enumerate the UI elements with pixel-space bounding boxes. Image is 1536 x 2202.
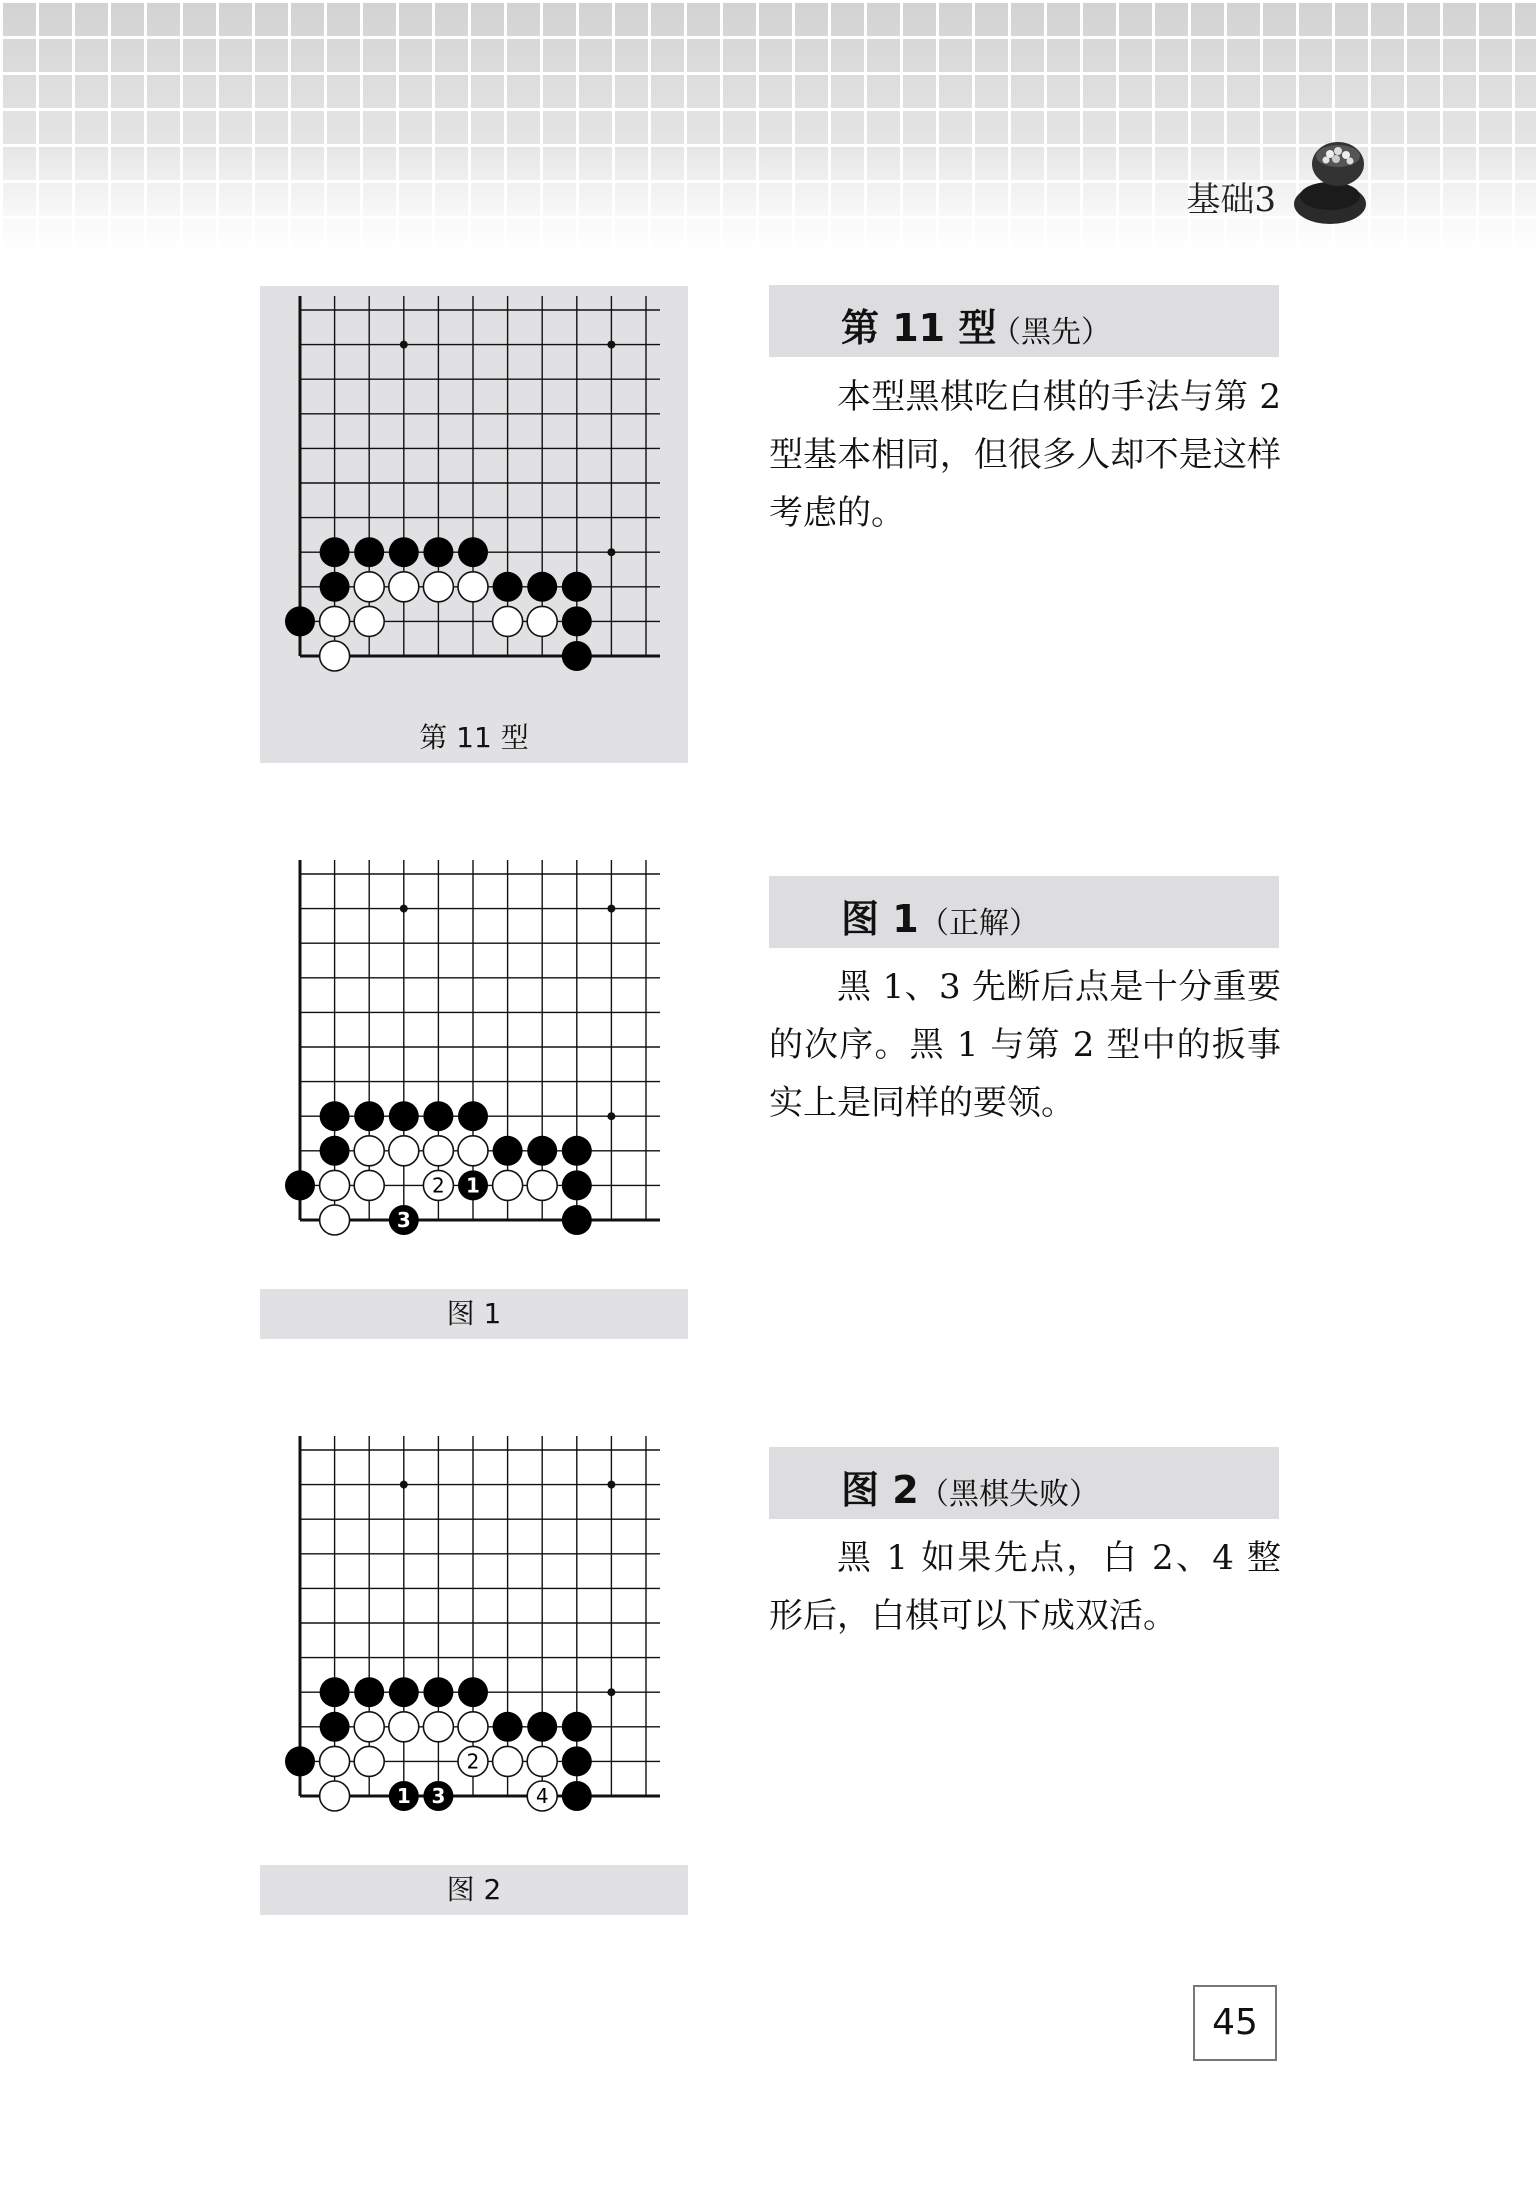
white-stone — [354, 1170, 384, 1200]
black-stone — [285, 606, 315, 636]
black-stone — [354, 537, 384, 567]
white-stone — [354, 1136, 384, 1166]
section-subtitle-1: （黑先） — [991, 315, 1111, 350]
star-point — [607, 1688, 615, 1696]
black-stone — [458, 1101, 488, 1131]
black-stone — [562, 1781, 592, 1811]
diagram-caption-3: 图 2 — [260, 1865, 688, 1915]
white-stone — [423, 1136, 453, 1166]
go-board-diagram-3 — [260, 1426, 688, 1846]
star-point — [607, 548, 615, 556]
star-point — [400, 905, 408, 913]
black-stone — [527, 1712, 557, 1742]
black-stone — [562, 641, 592, 671]
board-grid — [300, 860, 660, 1220]
black-stone — [320, 1677, 350, 1707]
white-stone — [493, 1746, 523, 1776]
white-stone — [458, 1136, 488, 1166]
black-stone — [320, 1712, 350, 1742]
white-stone — [493, 1170, 523, 1200]
go-board-diagram-2 — [260, 850, 688, 1270]
black-stone — [493, 1136, 523, 1166]
black-stone — [562, 1746, 592, 1776]
black-stone — [320, 572, 350, 602]
white-stone — [354, 606, 384, 636]
section-title-1: 第 11 型 — [841, 306, 997, 350]
black-stone — [458, 537, 488, 567]
section-heading-1 — [769, 285, 1279, 357]
black-stone — [527, 1136, 557, 1166]
white-stone — [354, 1746, 384, 1776]
move-number: 2 — [466, 1749, 480, 1774]
section-subtitle-3: （黑棋失败） — [919, 1477, 1099, 1512]
black-stone — [389, 1101, 419, 1131]
diagram-caption-2: 图 1 — [260, 1289, 688, 1339]
black-stone — [285, 1746, 315, 1776]
move-number: 1 — [466, 1173, 480, 1198]
move-number: 4 — [535, 1784, 549, 1808]
section-text-2: 黑 1、3 先断后点是十分重要的次序。黑 1 与第 2 型中的扳事实上是同样的要领。 — [769, 967, 1281, 1123]
white-stone — [354, 1712, 384, 1742]
white-stone — [493, 606, 523, 636]
go-bowl-icon — [1290, 138, 1370, 228]
white-stone — [320, 1205, 350, 1235]
black-stone — [389, 1677, 419, 1707]
black-stone — [320, 1136, 350, 1166]
black-stone — [423, 1101, 453, 1131]
white-stone — [320, 641, 350, 671]
black-stone — [389, 537, 419, 567]
white-stone — [458, 572, 488, 602]
white-stone — [527, 606, 557, 636]
section-heading-2 — [769, 876, 1279, 948]
section-title-2: 图 1 — [841, 897, 919, 941]
white-stone — [423, 1712, 453, 1742]
black-stone — [354, 1101, 384, 1131]
black-stone — [562, 1170, 592, 1200]
black-stone — [493, 572, 523, 602]
black-stone — [562, 606, 592, 636]
board-grid — [300, 1436, 660, 1796]
section-text-3: 黑 1 如果先点，白 2、4 整形后，白棋可以下成双活。 — [769, 1538, 1281, 1636]
move-number: 3 — [396, 1208, 411, 1232]
page-number: 45 — [1193, 1985, 1277, 2061]
section-subtitle-2: （正解） — [919, 906, 1039, 941]
black-stone — [320, 1101, 350, 1131]
section-heading-3 — [769, 1447, 1279, 1519]
black-stone — [458, 1677, 488, 1707]
black-stone — [423, 537, 453, 567]
section-text-1: 本型黑棋吃白棋的手法与第 2 型基本相同，但很多人却不是这样考虑的。 — [769, 377, 1281, 533]
move-number: 1 — [396, 1784, 411, 1808]
white-stone — [423, 572, 453, 602]
diagram-panel-2 — [260, 850, 688, 1340]
diagram-caption-1: 第 11 型 — [419, 721, 529, 754]
black-stone — [285, 1170, 315, 1200]
white-stone — [320, 1781, 350, 1811]
white-stone — [320, 1170, 350, 1200]
diagram-panel-1 — [260, 286, 688, 763]
black-stone — [562, 572, 592, 602]
black-stone — [562, 1205, 592, 1235]
star-point — [607, 1112, 615, 1120]
white-stone — [527, 1746, 557, 1776]
section-label: 基础3 — [1186, 180, 1276, 220]
black-stone — [354, 1677, 384, 1707]
move-number: 3 — [431, 1784, 446, 1808]
star-point — [400, 1481, 408, 1489]
white-stone — [527, 1170, 557, 1200]
white-stone — [320, 606, 350, 636]
white-stone — [458, 1712, 488, 1742]
board-grid — [300, 296, 660, 656]
diagram-panel-3 — [260, 1426, 688, 1916]
black-stone — [562, 1712, 592, 1742]
black-stone — [562, 1136, 592, 1166]
star-point — [607, 1481, 615, 1489]
white-stone — [389, 572, 419, 602]
star-point — [400, 341, 408, 349]
move-number: 2 — [432, 1173, 445, 1198]
white-stone — [389, 1712, 419, 1742]
black-stone — [527, 572, 557, 602]
section-title-3: 图 2 — [841, 1468, 919, 1512]
go-board-diagram-1 — [260, 286, 688, 706]
white-stone — [354, 572, 384, 602]
black-stone — [493, 1712, 523, 1742]
black-stone — [320, 537, 350, 567]
white-stone — [389, 1136, 419, 1166]
star-point — [607, 905, 615, 913]
black-stone — [423, 1677, 453, 1707]
white-stone — [320, 1746, 350, 1776]
star-point — [607, 341, 615, 349]
